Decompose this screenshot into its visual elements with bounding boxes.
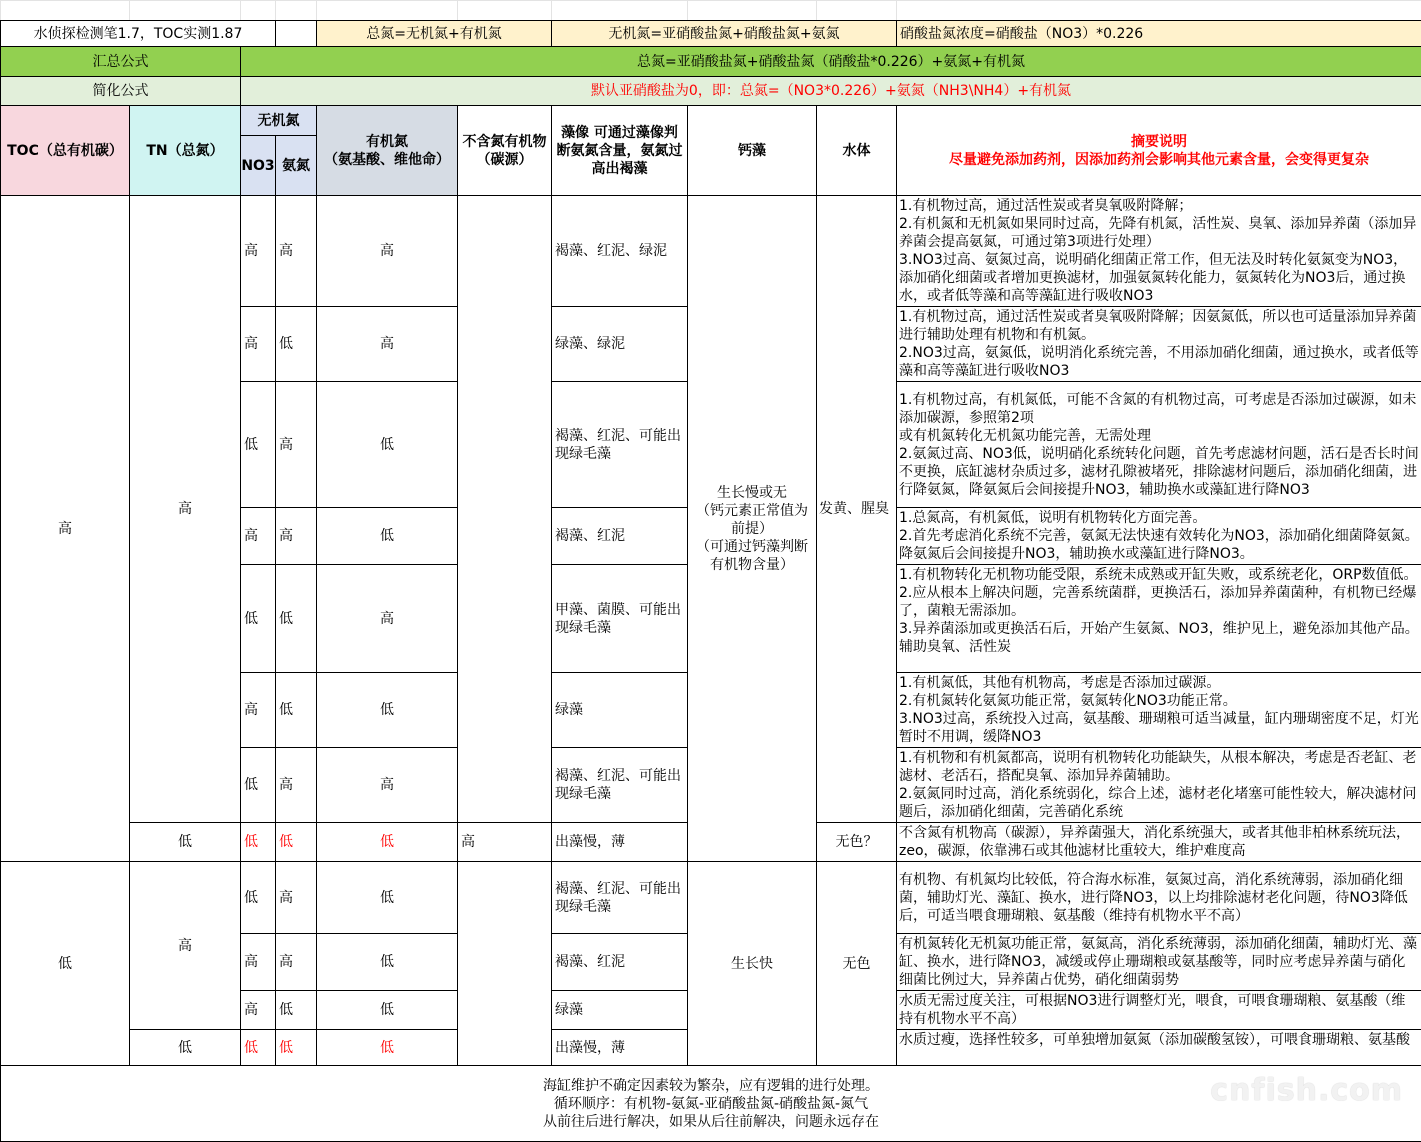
no3-value[interactable]: 高 (241, 673, 276, 748)
summary-title: 摘要说明 (900, 133, 1418, 151)
organic-n-value[interactable]: 高 (317, 196, 458, 307)
ammonia-value[interactable]: 高 (276, 196, 317, 307)
ammonia-value[interactable]: 低 (276, 673, 317, 748)
formula-no3[interactable]: 硝酸盐氮浓度=硝酸盐（NO3）*0.226 (897, 21, 1421, 47)
algae-value[interactable]: 褐藻、红泥、可能出现绿毛藻 (552, 748, 688, 823)
note[interactable]: 1.有机物转化无机物功能受限，系统未成熟或开缸失败，或系统老化，ORP数值低。 2.应从根本上解决问题，完善系统菌群，更换活石，添加异养菌菌种，有机物已经爆了，菌粮无需添加。 3.异养菌添加或更换活石后，开始产生氨氮、NO3，维护见上，避免添加其他产品。辅助臭氧、活性炭 (897, 565, 1421, 673)
header-tn[interactable]: TN（总氮） (130, 106, 241, 196)
coralline-slow[interactable]: 生长慢或无 （钙元素正常值为前提） （可通过钙藻判断有机物含量） (688, 196, 817, 862)
ammonia-value[interactable]: 低 (276, 823, 317, 862)
no3-value[interactable]: 低 (241, 382, 276, 508)
header-toc[interactable]: TOC（总有机碳） (1, 106, 130, 196)
ammonia-value[interactable]: 低 (276, 565, 317, 673)
no3-value[interactable]: 低 (241, 748, 276, 823)
tn-high[interactable]: 高 (130, 862, 241, 1030)
cell[interactable] (817, 1, 897, 21)
no3-value[interactable]: 低 (241, 862, 276, 934)
header-coralline[interactable]: 钙藻 (688, 106, 817, 196)
header-ammonia[interactable]: 氨氮 (276, 136, 317, 196)
header-non-n-organic[interactable]: 不含氮有机物 （碳源） (458, 106, 552, 196)
organic-n-value[interactable]: 高 (317, 307, 458, 382)
simplified-formula[interactable]: 默认亚硝酸盐为0，即：总氮=（NO3*0.226）+氨氮（NH3\NH4）+有机氮 (241, 77, 1421, 106)
no3-value[interactable]: 高 (241, 934, 276, 991)
no3-value[interactable]: 高 (241, 508, 276, 565)
meter-note[interactable]: 水侦探检测笔1.7，TOC实测1.87 (1, 21, 276, 47)
note[interactable]: 1.有机氮低，其他有机物高，考虑是否添加过碳源。 2.有机氮转化氨氮功能正常，氨氮转化NO3功能正常。 3.NO3过高，系统投入过高，氨基酸、珊瑚粮可适当减量，缸内珊瑚密度不足，灯光暂时不用调，缓降NO3 (897, 673, 1421, 748)
algae-value[interactable]: 绿藻 (552, 991, 688, 1030)
formula-tn[interactable]: 总氮=无机氮+有机氮 (317, 21, 552, 47)
cell[interactable] (276, 1, 317, 21)
no3-value[interactable]: 高 (241, 196, 276, 307)
blank-cell[interactable] (276, 21, 317, 47)
note[interactable]: 有机物、有机氮均比较低，符合海水标准，氨氮过高，消化系统薄弱，添加硝化细菌，辅助灯光、藻缸、换水，进行降NO3，以上均排除滤材老化问题，待NO3降低后，可适当喂食珊瑚粮、氨基酸（维持有机物水平不高） (897, 862, 1421, 934)
organic-n-value[interactable]: 高 (317, 565, 458, 673)
cell[interactable] (1, 1, 130, 21)
organic-n-value[interactable]: 高 (317, 748, 458, 823)
water-yellow[interactable]: 发黄、腥臭 (817, 196, 897, 823)
note[interactable]: 不含氮有机物高（碳源），异养菌强大，消化系统强大，或者其他非柏林系统玩法，zeo，碳源，依靠沸石或其他滤材比重较大，维护难度高 (897, 823, 1421, 862)
tn-low[interactable]: 低 (130, 823, 241, 862)
cell[interactable] (458, 1, 552, 21)
note[interactable]: 水质过瘦，选择性较多，可单独增加氨氮（添加碳酸氢铵），可喂食珊瑚粮、氨基酸 (897, 1030, 1421, 1066)
cell[interactable] (688, 1, 817, 21)
footer-row (1, 1066, 1421, 1142)
algae-value[interactable]: 褐藻、红泥、可能出现绿毛藻 (552, 382, 688, 508)
summary-subtitle: 尽量避免添加药剂，因添加药剂会影响其他元素含量，会变得更复杂 (900, 151, 1418, 169)
note[interactable]: 有机氮转化无机氮功能正常，氨氮高，消化系统薄弱，添加硝化细菌，辅助灯光、藻缸、换水，进行降NO3，减缓或停止珊瑚粮或氨基酸等，同时应考虑异养菌与硝化细菌比例过大，异养菌占优势，硝化细菌弱势 (897, 934, 1421, 991)
summary-formula[interactable]: 总氮=亚硝酸盐氮+硝酸盐氮（硝酸盐*0.226）+氨氮+有机氮 (241, 47, 1421, 77)
footer-note[interactable]: 海缸维护不确定因素较为繁杂，应有逻辑的进行处理。 循环顺序：有机物-氨氮-亚硝酸盐氮-硝酸盐氮-氮气 从前往后进行解决，如果从后往前解决，问题永远存在 (1, 1066, 1421, 1142)
no3-value[interactable]: 低 (241, 565, 276, 673)
cell[interactable] (130, 1, 241, 21)
table-row (1, 196, 1421, 307)
coralline-fast[interactable]: 生长快 (688, 862, 817, 1066)
note[interactable]: 1.有机物过高，通过活性炭或者臭氧吸附降解； 2.有机氮和无机氮如果同时过高，先降有机氮，活性炭、臭氧、添加异养菌（添加异养菌会提高氨氮，可通过第3项进行处理） 3.NO3过高、氨氮过高，说明硝化细菌正常工作，但无法及时转化氨氮变为NO3，添加硝化细菌或者增加更换滤材，加强氨氮转化能力，氨氮转化为NO3后，通过换水，或者低等藻和高等藻缸进行吸收NO3 (897, 196, 1421, 307)
formula-inorganic[interactable]: 无机氮=亚硝酸盐氮+硝酸盐氮+氨氮 (552, 21, 897, 47)
organic-n-value[interactable]: 低 (317, 508, 458, 565)
cell[interactable] (897, 1, 1421, 21)
watermark-logo: cnfish.com (1210, 1073, 1403, 1108)
note[interactable]: 1.有机物过高，有机氮低，可能不含氮的有机物过高，可考虑是否添加过碳源，如未添加碳源，参照第2项 或有机氮转化无机氮功能完善，无需处理 2.氨氮过高、NO3低，说明硝化系统转化问题，首先考虑滤材问题，活石是否长时间不更换，底缸滤材杂质过多，滤材孔隙被堵死，排除滤材问题后，添加硝化细菌，进行降氨氮，降氨氮后会间接提升NO3，辅助换水或藻缸进行降NO3 (897, 382, 1421, 508)
cell[interactable] (241, 1, 276, 21)
formula-row (1, 21, 1421, 47)
summary-label[interactable]: 汇总公式 (1, 47, 241, 77)
no3-value[interactable]: 高 (241, 991, 276, 1030)
ammonia-value[interactable]: 高 (276, 934, 317, 991)
organic-n-value[interactable]: 低 (317, 382, 458, 508)
non-n-organic-blank[interactable] (458, 862, 552, 1066)
ammonia-value[interactable]: 高 (276, 508, 317, 565)
header-row (1, 106, 1421, 136)
organic-n-value[interactable]: 低 (317, 1030, 458, 1066)
algae-value[interactable]: 绿藻、绿泥 (552, 307, 688, 382)
algae-value[interactable]: 甲藻、菌膜、可能出现绿毛藻 (552, 565, 688, 673)
summary-formula-row (1, 47, 1421, 77)
algae-value[interactable]: 出藻慢，薄 (552, 1030, 688, 1066)
note[interactable]: 1.总氮高，有机氮低，说明有机物转化方面完善。 2.首先考虑消化系统不完善，氨氮无法快速有效转化为NO3，添加硝化细菌降氨氮。降氨氮后会间接提升NO3，辅助换水或藻缸进行降NO3。 (897, 508, 1421, 565)
note[interactable]: 1.有机物和有机氮都高，说明有机物转化功能缺失，从根本解决，考虑是否老缸、老滤材、老活石，搭配臭氧、添加异养菌辅助。 2.氨氮同时过高，消化系统弱化，综合上述，滤材老化堵塞可能性较大，解决滤材问题后，添加硝化细菌，完善硝化系统 (897, 748, 1421, 823)
toc-low[interactable]: 低 (1, 862, 130, 1066)
organic-n-value[interactable]: 低 (317, 823, 458, 862)
header-organic-n[interactable]: 有机氮 （氨基酸、维他命） (317, 106, 458, 196)
header-no3[interactable]: NO3 (241, 136, 276, 196)
algae-value[interactable]: 褐藻、红泥、可能出现绿毛藻 (552, 862, 688, 934)
no3-value[interactable]: 低 (241, 1030, 276, 1066)
note[interactable]: 水质无需过度关注，可根据NO3进行调整灯光，喂食，可喂食珊瑚粮、氨基酸（维持有机物水平不高） (897, 991, 1421, 1030)
empty-row (1, 1, 1421, 21)
algae-value[interactable]: 出藻慢，薄 (552, 823, 688, 862)
header-algae[interactable]: 藻像 可通过藻像判断氨氮含量，氨氮过高出褐藻 (552, 106, 688, 196)
organic-n-value[interactable]: 低 (317, 934, 458, 991)
non-n-organic-value[interactable]: 高 (458, 823, 552, 862)
ammonia-value[interactable]: 高 (276, 862, 317, 934)
algae-value[interactable]: 褐藻、红泥 (552, 934, 688, 991)
algae-value[interactable]: 绿藻 (552, 673, 688, 748)
organic-n-value[interactable]: 低 (317, 991, 458, 1030)
ammonia-value[interactable]: 高 (276, 382, 317, 508)
ammonia-value[interactable]: 低 (276, 991, 317, 1030)
simplified-formula-row (1, 77, 1421, 106)
water-colorless-q[interactable]: 无色？ (817, 823, 897, 862)
algae-value[interactable]: 褐藻、红泥 (552, 508, 688, 565)
no3-value[interactable]: 低 (241, 823, 276, 862)
ammonia-value[interactable]: 高 (276, 748, 317, 823)
algae-value[interactable]: 褐藻、红泥、绿泥 (552, 196, 688, 307)
tn-high[interactable]: 高 (130, 196, 241, 823)
ammonia-value[interactable]: 低 (276, 1030, 317, 1066)
no3-value[interactable]: 高 (241, 307, 276, 382)
toc-high[interactable]: 高 (1, 196, 130, 862)
organic-n-value[interactable]: 低 (317, 673, 458, 748)
header-inorganic[interactable]: 无机氮 (241, 106, 317, 136)
simplified-label[interactable]: 简化公式 (1, 77, 241, 106)
note[interactable]: 1.有机物过高，通过活性炭或者臭氧吸附降解；因氨氮低，所以也可适量添加异养菌进行辅助处理有机物和有机氮。 2.NO3过高，氨氮低，说明消化系统完善，不用添加硝化细菌，通过换水，或者低等藻和高等藻缸进行吸收NO3 (897, 307, 1421, 382)
ammonia-value[interactable]: 低 (276, 307, 317, 382)
non-n-organic-blank[interactable] (458, 196, 552, 823)
cell[interactable] (317, 1, 458, 21)
tn-low[interactable]: 低 (130, 1030, 241, 1066)
header-water[interactable]: 水体 (817, 106, 897, 196)
header-summary[interactable] (897, 106, 1421, 196)
organic-n-value[interactable]: 低 (317, 862, 458, 934)
cell[interactable] (552, 1, 688, 21)
water-colorless[interactable]: 无色 (817, 862, 897, 1066)
table-row (1, 862, 1421, 934)
